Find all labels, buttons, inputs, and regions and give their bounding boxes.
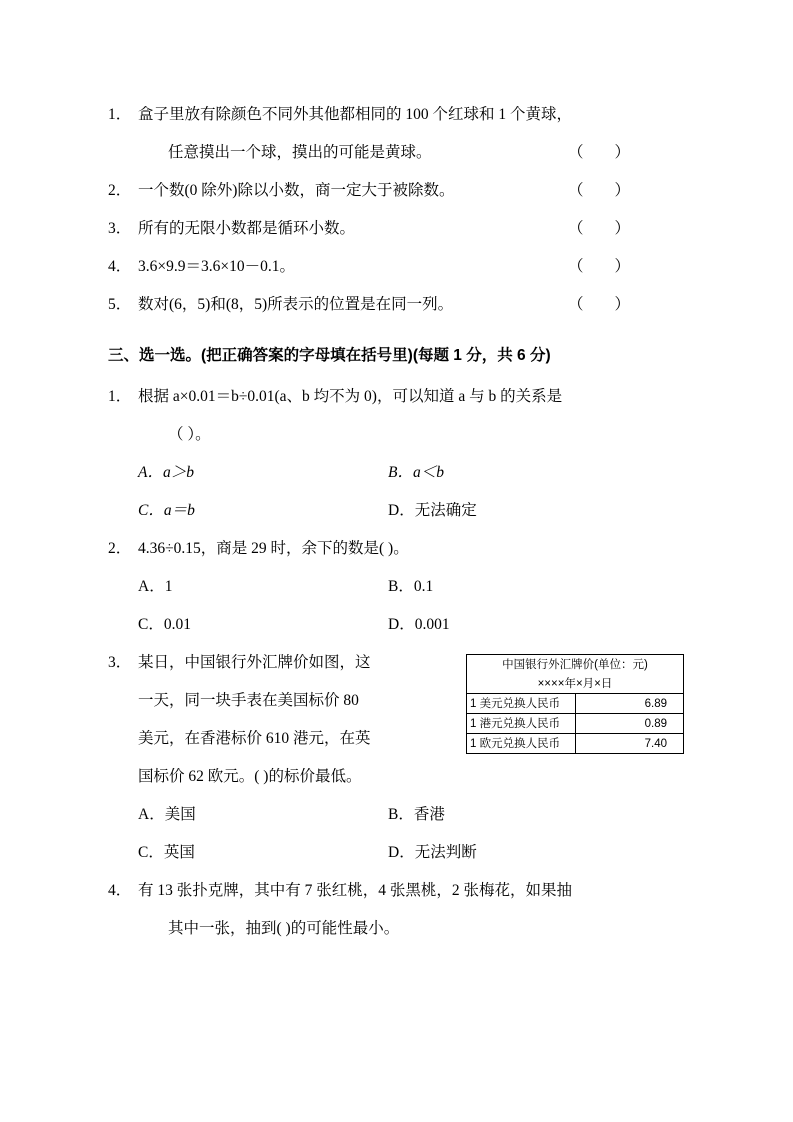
question-number: 2．: [108, 540, 132, 557]
question-text: 一天，同一块手表在美国标价 80: [138, 692, 359, 709]
question-body: [138, 872, 688, 948]
answer-parenthesis[interactable]: （ ）: [568, 182, 631, 199]
answer-parenthesis[interactable]: （ ）。: [168, 426, 211, 443]
question-number: 2．: [108, 182, 132, 199]
question-text: 盒子里放有除颜色不同外其他都相同的 100 个红球和 1 个黄球，: [138, 106, 573, 123]
option-c[interactable]: C．a＝b: [138, 502, 195, 519]
judgement-item: [108, 96, 688, 172]
option-b[interactable]: B．0.1: [388, 578, 434, 595]
choice-question-list: [108, 378, 688, 948]
question-number: 4．: [108, 258, 132, 275]
question-body: [138, 210, 688, 248]
choice-item: [108, 378, 688, 454]
option-b[interactable]: B．a＜b: [388, 464, 444, 481]
option-a[interactable]: A．美国: [138, 806, 196, 823]
rate-label: 1 美元兑换人民币: [467, 694, 576, 714]
question-body: [108, 644, 460, 758]
question-text[interactable]: 其中一张，抽到( )的可能性最小。: [168, 920, 400, 937]
answer-parenthesis[interactable]: （ ）: [568, 296, 631, 313]
question-body: [138, 172, 688, 210]
judgement-item: [108, 210, 688, 248]
question-line: [138, 134, 688, 172]
exchange-rate-table: [466, 654, 684, 754]
answer-parenthesis[interactable]: （ ）: [568, 258, 631, 275]
question-line: [138, 96, 688, 134]
question-body: [138, 378, 688, 454]
rate-value: 6.89: [575, 694, 684, 714]
table-subtitle: ××××年×月×日: [467, 674, 684, 694]
table-row: [467, 694, 684, 714]
question-number: 3．: [108, 654, 132, 671]
rate-label: 1 欧元兑换人民币: [467, 734, 576, 754]
question-line: [138, 210, 688, 248]
option-c[interactable]: C．英国: [138, 844, 195, 861]
option-row: [108, 606, 688, 644]
option-row: [108, 492, 688, 530]
question-body: [138, 286, 688, 324]
rate-value: 0.89: [575, 714, 684, 734]
question-body: [138, 96, 688, 172]
question-text: 数对(6，5)和(8，5)所表示的位置是在同一列。: [138, 296, 454, 313]
option-d[interactable]: D．无法判断: [388, 844, 477, 861]
question-text: 任意摸出一个球，摸出的可能是黄球。: [168, 144, 432, 161]
rate-label: 1 港元兑换人民币: [467, 714, 576, 734]
exchange-rate-figure: [466, 654, 684, 754]
question-number: 4．: [108, 882, 132, 899]
option-a[interactable]: A．a＞b: [138, 464, 194, 481]
question-number: 1．: [108, 106, 132, 123]
question-body: [138, 530, 688, 568]
question-line: [138, 248, 688, 286]
question-text: 所有的无限小数都是循环小数。: [138, 220, 356, 237]
answer-parenthesis[interactable]: （ ）: [568, 144, 631, 161]
option-a[interactable]: A．1: [138, 578, 173, 595]
table-row: [467, 714, 684, 734]
question-text: 一个数(0 除外)除以小数，商一定大于被除数。: [138, 182, 455, 199]
question-number: 5．: [108, 296, 132, 313]
option-c[interactable]: C．0.01: [138, 616, 191, 633]
judgement-item: [108, 286, 688, 324]
section-heading: 三、选一选。(把正确答案的字母填在括号里)(每题 1 分，共 6 分): [108, 347, 551, 364]
question-text: 3.6×9.9＝3.6×10－0.1。: [138, 258, 295, 275]
table-title: 中国银行外汇牌价(单位：元): [467, 655, 684, 675]
option-row: [108, 796, 688, 834]
judgement-item: [108, 248, 688, 286]
option-d[interactable]: D．无法确定: [388, 502, 477, 519]
question-line: [108, 644, 460, 682]
question-number: 3．: [108, 220, 132, 237]
choice-item: [108, 530, 688, 568]
judgement-item: [108, 172, 688, 210]
table-row: [467, 674, 684, 694]
question-line: [138, 286, 688, 324]
question-text: 根据 a×0.01＝b÷0.01(a、b 均不为 0)，可以知道 a 与 b 的关系是: [138, 388, 563, 405]
option-d[interactable]: D．0.001: [388, 616, 450, 633]
option-row: [108, 834, 688, 872]
judgement-question-list: [108, 96, 688, 324]
question-body: [138, 248, 688, 286]
question-text: 有 13 张扑克牌，其中有 7 张红桃，4 张黑桃，2 张梅花，如果抽: [138, 882, 573, 899]
table-row: [467, 655, 684, 675]
choice-item: [108, 644, 688, 758]
option-b[interactable]: B．香港: [388, 806, 445, 823]
question-text[interactable]: 国标价 62 欧元。( )的标价最低。: [138, 768, 362, 785]
table-row: [467, 734, 684, 754]
choice-item: [108, 872, 688, 948]
question-text: 美元，在香港标价 610 港元，在英: [138, 730, 371, 747]
option-row: [108, 454, 688, 492]
question-text: 某日，中国银行外汇牌价如图，这: [138, 654, 371, 671]
page-content: [108, 96, 688, 948]
question-text: 4.36÷0.15，商是 29 时，余下的数是( )。: [138, 540, 409, 557]
question-number: 1．: [108, 388, 132, 405]
answer-parenthesis[interactable]: （ ）: [568, 220, 631, 237]
rate-value: 7.40: [575, 734, 684, 754]
question-line: [138, 172, 688, 210]
option-row: [108, 568, 688, 606]
